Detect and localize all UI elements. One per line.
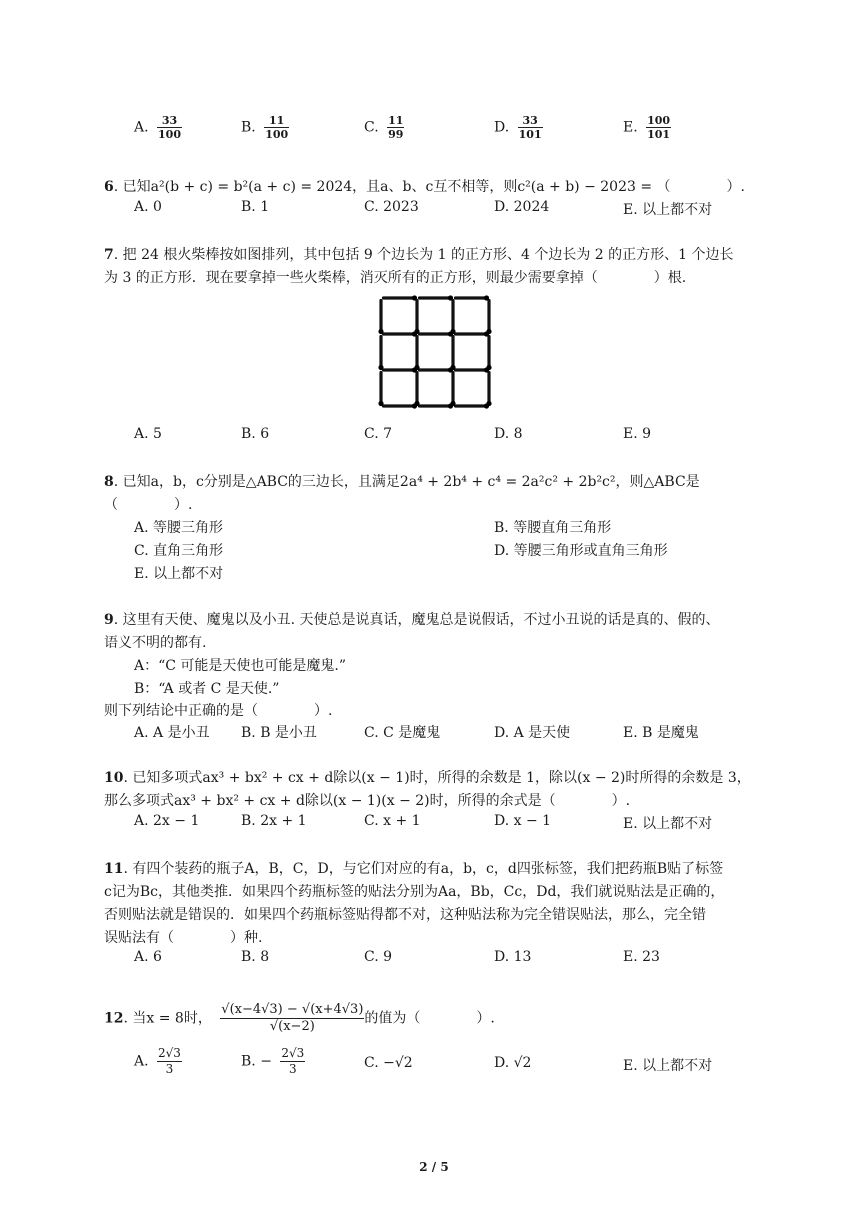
q11-line-2: c记为Bc，其他类推．如果四个药瓶标签的贴法分别为Aa，Bb，Cc，Dd，我们就说贴法是正确的，	[104, 884, 725, 900]
matchstick-head	[486, 401, 491, 406]
matchstick-head	[450, 401, 455, 406]
q9-option-a: A. A 是小丑	[134, 725, 210, 741]
q6-stem	[104, 176, 745, 196]
matchstick-head	[486, 329, 491, 334]
q9-option-d: D. A 是天使	[494, 725, 571, 741]
q12-prefix: . 当x = 8时，	[123, 1010, 212, 1027]
q8-number: 8	[104, 474, 114, 490]
q8-line-2: （ ）.	[104, 497, 193, 513]
q10-option-d: D. x − 1	[494, 813, 552, 829]
q12-expression-denominator: √(x−2)	[269, 1019, 315, 1034]
q9-quote-a: A：“C 可能是天使也可能是魔鬼.”	[134, 658, 347, 674]
q8-text-1: . 已知a，b，c分别是△ABC的三边长，且满足2a⁴ + 2b⁴ + c⁴ = 2a²c² + 2b²c²，则△ABC是	[113, 474, 700, 490]
q9-question: 则下列结论中正确的是（ ）.	[104, 703, 333, 719]
q6-option-b: B. 1	[241, 199, 270, 215]
q10-option-e: E. 以上都不对	[623, 816, 713, 832]
q10-line-1	[104, 767, 751, 787]
q10-text-1: . 已知多项式ax³ + bx² + cx + d除以(x − 1)时，所得的余数是 1，除以(x − 2)时所得的余数是 3，	[123, 770, 751, 786]
q5-option-a: A. $\frac{33}{100}$	[134, 114, 181, 141]
q7-option-d: D. 8	[494, 426, 523, 442]
q8-option-b: B. 等腰直角三角形	[494, 520, 612, 536]
q11-line-1	[104, 858, 723, 878]
q9-line-1	[104, 609, 720, 629]
q11-line-4: 误贴法有（ ）种.	[104, 930, 263, 946]
q12-stem	[104, 1002, 495, 1035]
q9-number: 9	[104, 612, 114, 628]
q11-text-1: . 有四个装药的瓶子A，B，C，D，与它们对应的有a，b，c，d四张标签，我们把药瓶B贴了标签	[123, 861, 724, 877]
q11-option-a: A. 6	[134, 949, 162, 965]
q12-option-e: E. 以上都不对	[623, 1058, 713, 1074]
q12-option-b: B. − $\frac{2√3}{3}$	[241, 1046, 305, 1076]
q9-line-2: 语义不明的都有.	[104, 635, 207, 651]
q10-option-c: C. x + 1	[364, 813, 421, 829]
q6-option-e: E. 以上都不对	[623, 202, 713, 218]
q11-option-e: E. 23	[623, 949, 660, 965]
q9-quote-b: B：“A 或者 C 是天使.”	[134, 681, 280, 697]
q8-option-c: C. 直角三角形	[134, 543, 224, 559]
q10-number: 10	[104, 770, 124, 786]
q12-option-c: C. −√2	[364, 1055, 413, 1071]
matchstick-head	[450, 365, 455, 370]
q12-expression-numerator: √(x−4√3) − √(x+4√3)	[221, 1002, 364, 1017]
q6-option-a: A. 0	[134, 199, 162, 215]
q12-option-d: D. √2	[494, 1055, 532, 1071]
matchstick-head	[378, 329, 383, 334]
matchstick-head	[414, 401, 419, 406]
q8-option-e: E. 以上都不对	[134, 566, 224, 582]
q6-option-c: C. 2023	[364, 199, 419, 215]
q12-expression	[220, 1002, 364, 1035]
q10-line-2: 那么多项式ax³ + bx² + cx + d除以(x − 1)(x − 2)时，所得的余式是（ ）.	[104, 793, 631, 809]
q5-option-b: B. $\frac{11}{100}$	[241, 114, 289, 141]
q6-number: 6	[104, 179, 114, 195]
q11-option-c: C. 9	[364, 949, 393, 965]
q9-option-c: C. C 是魔鬼	[364, 725, 441, 741]
q11-number: 11	[104, 861, 124, 877]
matchstick-head	[378, 365, 383, 370]
q11-option-b: B. 8	[241, 949, 270, 965]
q7-text-1: . 把 24 根火柴棒按如图排列，其中包括 9 个边长为 1 的正方形、4 个边长为 2 的正方形、1 个边长	[113, 247, 734, 263]
q5-option-c: C. $\frac{11}{99}$	[364, 114, 404, 141]
q12-option-a: A. $\frac{2√3}{3}$	[134, 1046, 181, 1076]
q7-option-e: E. 9	[623, 426, 652, 442]
q6-text: . 已知a²(b + c) = b²(a + c) = 2024，且a、b、c互不相等，则c²(a + b) − 2023 = （ ）.	[113, 179, 745, 195]
matchstick-head	[486, 365, 491, 370]
q9-option-b: B. B 是小丑	[241, 725, 317, 741]
matchstick-head	[414, 329, 419, 334]
q7-option-a: A. 5	[134, 426, 162, 442]
q7-option-c: C. 7	[364, 426, 393, 442]
matchstick-head	[378, 401, 383, 406]
q6-option-d: D. 2024	[494, 199, 550, 215]
q11-option-d: D. 13	[494, 949, 532, 965]
q7-line-1	[104, 244, 734, 264]
matchstick-head	[450, 329, 455, 334]
q8-option-a: A. 等腰三角形	[134, 520, 224, 536]
q5-option-d: D. $\frac{33}{101}$	[494, 114, 542, 141]
q8-option-d: D. 等腰三角形或直角三角形	[494, 543, 668, 559]
q11-line-3: 否则贴法就是错误的．如果四个药瓶标签贴得都不对，这种贴法称为完全错误贴法，那么，完全错	[104, 907, 706, 923]
matchstick-head	[414, 365, 419, 370]
page-number: 2 / 5	[419, 1160, 449, 1174]
q7-option-b: B. 6	[241, 426, 270, 442]
q10-option-b: B. 2x + 1	[241, 813, 307, 829]
q8-line-1	[104, 471, 700, 491]
q12-suffix: 的值为（ ）.	[364, 1010, 495, 1027]
q5-option-e: E. $\frac{100}{101}$	[623, 114, 671, 141]
q12-number: 12	[104, 1010, 124, 1027]
q9-option-e: E. B 是魔鬼	[623, 725, 699, 741]
q7-line-2: 为 3 的正方形．现在要拿掉一些火柴棒，消灭所有的正方形，则最少需要拿掉（ ）根.	[104, 270, 687, 286]
matchstick-grid-figure	[378, 294, 492, 414]
q7-number: 7	[104, 247, 114, 263]
q9-text-1: . 这里有天使、魔鬼以及小丑. 天使总是说真话，魔鬼总是说假话，不过小丑说的话是真的、假的、	[113, 612, 720, 628]
q10-option-a: A. 2x − 1	[134, 813, 200, 829]
